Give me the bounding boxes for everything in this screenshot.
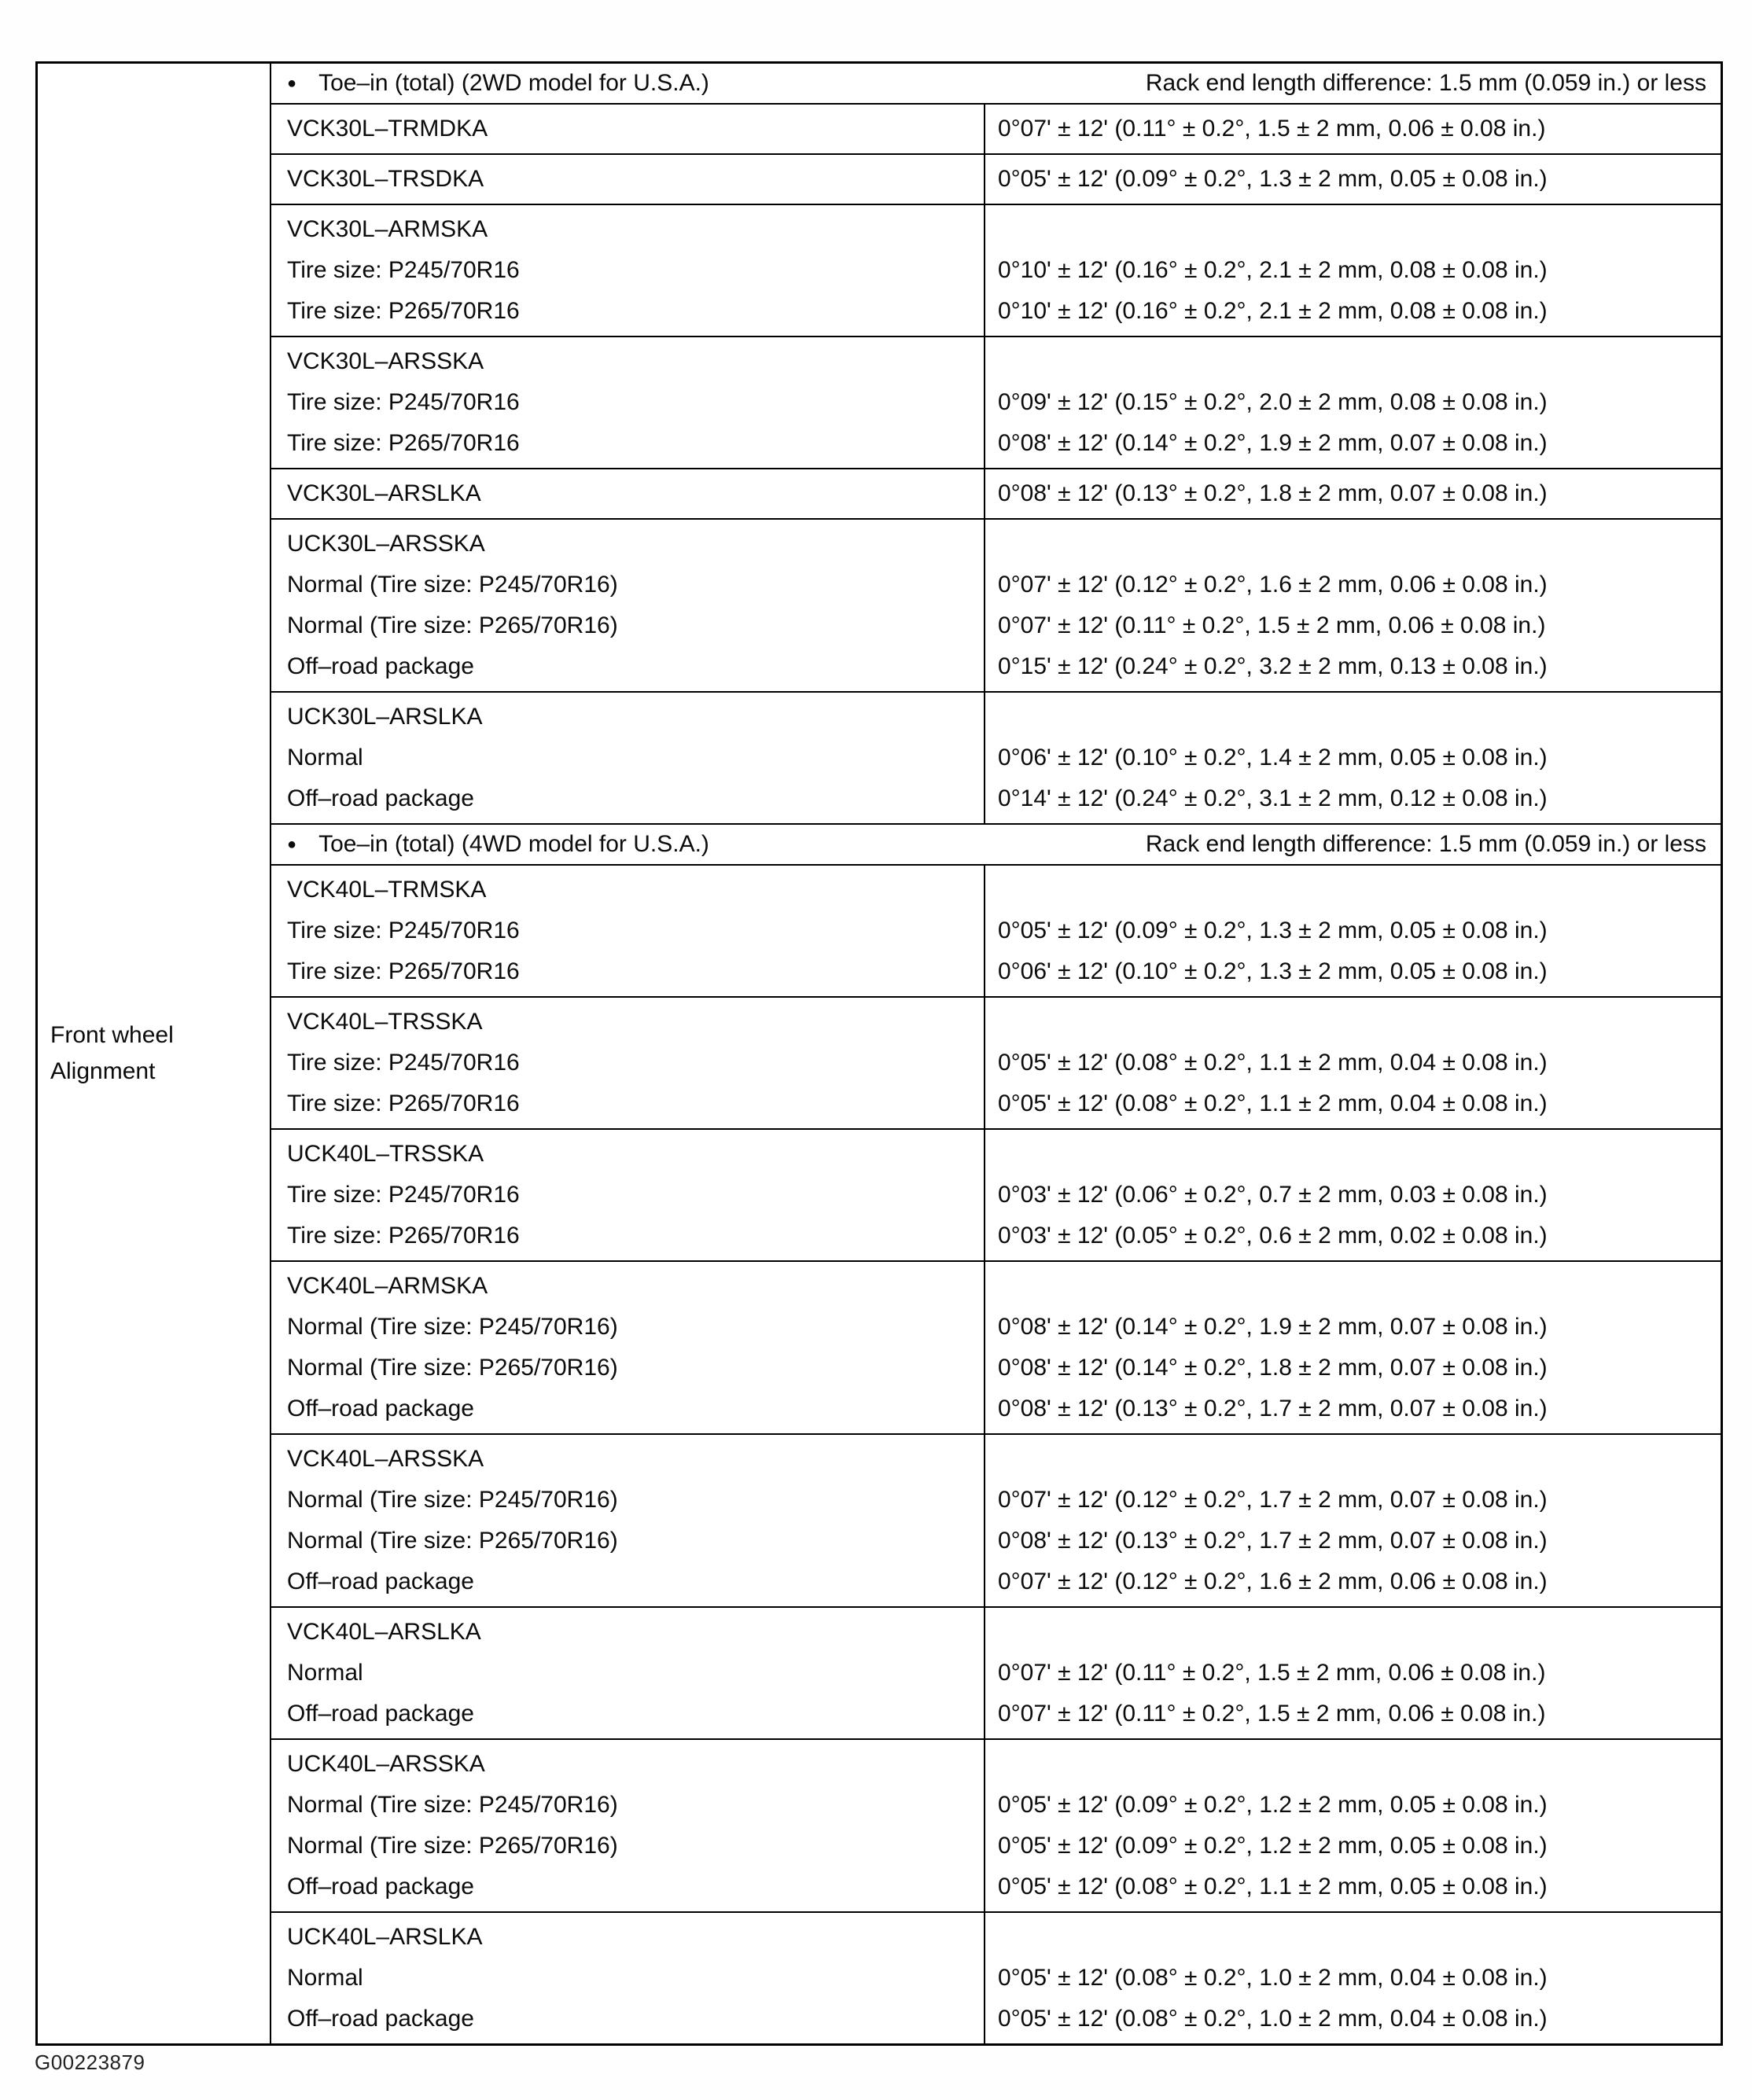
section-header xyxy=(271,64,1721,105)
model-cell xyxy=(271,866,985,996)
model-code: VCK30L–ARSSKA xyxy=(287,348,484,374)
value-cell xyxy=(985,205,1721,336)
model-cell xyxy=(271,693,985,823)
spec-value: 0°06' ± 12' (0.10° ± 0.2°, 1.3 ± 2 mm, 0.05 ± 0.08 in.) xyxy=(998,958,1548,984)
spec-value: 0°07' ± 12' (0.11° ± 0.2°, 1.5 ± 2 mm, 0.06 ± 0.08 in.) xyxy=(998,116,1546,142)
model-cell xyxy=(271,998,985,1128)
model-variant-label: Normal (Tire size: P265/70R16) xyxy=(287,1355,618,1381)
spec-value: 0°07' ± 12' (0.12° ± 0.2°, 1.6 ± 2 mm, 0.06 ± 0.08 in.) xyxy=(998,1569,1548,1594)
section-note: Rack end length difference: 1.5 mm (0.059 in.) or less xyxy=(1145,70,1706,96)
spec-value xyxy=(998,1612,1721,1653)
model-variant-label: Normal xyxy=(287,1965,363,1991)
model-variant-label: Normal xyxy=(287,1660,363,1686)
spec-value: 0°08' ± 12' (0.14° ± 0.2°, 1.9 ± 2 mm, 0.07 ± 0.08 in.) xyxy=(998,1314,1548,1340)
model-variant-label: Normal (Tire size: P245/70R16) xyxy=(287,1487,618,1513)
model-cell xyxy=(271,520,985,691)
spec-value: 0°07' ± 12' (0.12° ± 0.2°, 1.6 ± 2 mm, 0.06 ± 0.08 in.) xyxy=(998,572,1548,598)
model-cell xyxy=(271,1435,985,1606)
model-cell xyxy=(271,205,985,336)
spec-value: 0°08' ± 12' (0.14° ± 0.2°, 1.9 ± 2 mm, 0.07 ± 0.08 in.) xyxy=(998,430,1548,456)
spec-value: 0°08' ± 12' (0.13° ± 0.2°, 1.7 ± 2 mm, 0.07 ± 0.08 in.) xyxy=(998,1528,1548,1554)
spec-value: 0°07' ± 12' (0.11° ± 0.2°, 1.5 ± 2 mm, 0.06 ± 0.08 in.) xyxy=(998,612,1546,638)
table-row xyxy=(271,1435,1721,1608)
spec-value: 0°05' ± 12' (0.09° ± 0.2°, 1.3 ± 2 mm, 0.05 ± 0.08 in.) xyxy=(998,166,1548,192)
model-cell xyxy=(271,337,985,468)
model-cell xyxy=(271,1740,985,1911)
table-row xyxy=(271,155,1721,205)
value-cell xyxy=(985,520,1721,691)
spec-value: 0°05' ± 12' (0.08° ± 0.2°, 1.1 ± 2 mm, 0.04 ± 0.08 in.) xyxy=(998,1050,1548,1076)
spec-value xyxy=(998,1744,1721,1785)
value-cell xyxy=(985,1913,1721,2043)
value-cell xyxy=(985,469,1721,518)
figure-id: G00223879 xyxy=(35,2050,145,2074)
spec-value xyxy=(998,1266,1721,1307)
model-variant-label: Normal (Tire size: P265/70R16) xyxy=(287,1528,618,1554)
model-variant-label: Normal (Tire size: P265/70R16) xyxy=(287,612,618,638)
row-group-label-line2: Alignment xyxy=(50,1058,156,1084)
spec-value xyxy=(998,1439,1721,1480)
table-row xyxy=(271,1130,1721,1262)
model-variant-label: Tire size: P265/70R16 xyxy=(287,1090,520,1116)
model-code: VCK40L–ARSSKA xyxy=(287,1446,484,1472)
spec-value: 0°14' ± 12' (0.24° ± 0.2°, 3.1 ± 2 mm, 0.12 ± 0.08 in.) xyxy=(998,785,1548,811)
model-variant-label: Tire size: P245/70R16 xyxy=(287,918,520,943)
model-variant-label: Tire size: P265/70R16 xyxy=(287,298,520,324)
section-title-wrap xyxy=(287,831,709,858)
spec-value: 0°06' ± 12' (0.10° ± 0.2°, 1.4 ± 2 mm, 0.05 ± 0.08 in.) xyxy=(998,745,1548,770)
value-cell xyxy=(985,866,1721,996)
model-variant-label: Tire size: P245/70R16 xyxy=(287,389,520,415)
spec-value: 0°09' ± 12' (0.15° ± 0.2°, 2.0 ± 2 mm, 0.08 ± 0.08 in.) xyxy=(998,389,1548,415)
model-variant-label: Normal (Tire size: P265/70R16) xyxy=(287,1833,618,1859)
model-code: VCK40L–TRMSKA xyxy=(287,877,487,903)
model-code: UCK30L–ARSSKA xyxy=(287,531,485,557)
table-row xyxy=(271,1913,1721,2043)
value-cell xyxy=(985,1262,1721,1433)
value-cell xyxy=(985,105,1721,153)
model-code: UCK40L–ARSLKA xyxy=(287,1924,483,1950)
table-row xyxy=(271,1740,1721,1913)
model-variant-label: Tire size: P245/70R16 xyxy=(287,257,520,283)
model-variant-label: Off–road package xyxy=(287,1396,474,1421)
sections-container xyxy=(271,64,1721,2043)
spec-value: 0°05' ± 12' (0.08° ± 0.2°, 1.0 ± 2 mm, 0.04 ± 0.08 in.) xyxy=(998,1965,1548,1991)
model-variant-label: Tire size: P265/70R16 xyxy=(287,430,520,456)
model-cell xyxy=(271,155,985,204)
value-cell xyxy=(985,1740,1721,1911)
table-row xyxy=(271,469,1721,520)
model-cell xyxy=(271,105,985,153)
model-variant-label: Normal xyxy=(287,745,363,770)
spec-value: 0°05' ± 12' (0.09° ± 0.2°, 1.2 ± 2 mm, 0.05 ± 0.08 in.) xyxy=(998,1792,1548,1818)
model-variant-label: Normal (Tire size: P245/70R16) xyxy=(287,572,618,598)
spec-value: 0°08' ± 12' (0.14° ± 0.2°, 1.8 ± 2 mm, 0.07 ± 0.08 in.) xyxy=(998,1355,1548,1381)
table-row xyxy=(271,693,1721,825)
spec-value: 0°05' ± 12' (0.08° ± 0.2°, 1.1 ± 2 mm, 0.04 ± 0.08 in.) xyxy=(998,1090,1548,1116)
row-group-label-line1: Front wheel xyxy=(50,1022,174,1048)
value-cell xyxy=(985,155,1721,204)
value-cell xyxy=(985,693,1721,823)
section-title: Toe–in (total) (2WD model for U.S.A.) xyxy=(318,70,709,96)
model-variant-label: Normal (Tire size: P245/70R16) xyxy=(287,1792,618,1818)
model-variant-label: Off–road package xyxy=(287,653,474,679)
spec-value: 0°05' ± 12' (0.09° ± 0.2°, 1.2 ± 2 mm, 0.05 ± 0.08 in.) xyxy=(998,1833,1548,1859)
model-cell xyxy=(271,1608,985,1738)
spec-value: 0°08' ± 12' (0.13° ± 0.2°, 1.7 ± 2 mm, 0.07 ± 0.08 in.) xyxy=(998,1396,1548,1421)
spec-value xyxy=(998,1917,1721,1958)
spec-value: 0°07' ± 12' (0.12° ± 0.2°, 1.7 ± 2 mm, 0.07 ± 0.08 in.) xyxy=(998,1487,1548,1513)
spec-value xyxy=(998,870,1721,910)
model-code: VCK30L–ARMSKA xyxy=(287,216,488,242)
table-row xyxy=(271,998,1721,1130)
model-code: VCK40L–ARMSKA xyxy=(287,1273,488,1299)
model-cell xyxy=(271,1130,985,1260)
model-variant-label: Tire size: P265/70R16 xyxy=(287,958,520,984)
value-cell xyxy=(985,998,1721,1128)
table-row xyxy=(271,205,1721,337)
spec-value: 0°03' ± 12' (0.05° ± 0.2°, 0.6 ± 2 mm, 0.02 ± 0.08 in.) xyxy=(998,1223,1548,1249)
spec-value xyxy=(998,524,1721,565)
section-title-wrap xyxy=(287,70,709,97)
model-variant-label: Tire size: P245/70R16 xyxy=(287,1182,520,1208)
spec-value: 0°05' ± 12' (0.08° ± 0.2°, 1.1 ± 2 mm, 0.05 ± 0.08 in.) xyxy=(998,1874,1548,1900)
model-code: VCK30L–TRMDKA xyxy=(287,116,488,142)
section-note: Rack end length difference: 1.5 mm (0.059 in.) or less xyxy=(1145,831,1706,857)
model-code: VCK40L–ARSLKA xyxy=(287,1619,481,1645)
value-cell xyxy=(985,337,1721,468)
model-variant-label: Off–road package xyxy=(287,2006,474,2032)
table-row xyxy=(271,1608,1721,1740)
spec-value xyxy=(998,209,1721,250)
model-variant-label: Off–road package xyxy=(287,785,474,811)
table-row xyxy=(271,866,1721,998)
spec-value: 0°10' ± 12' (0.16° ± 0.2°, 2.1 ± 2 mm, 0.08 ± 0.08 in.) xyxy=(998,298,1548,324)
spec-value xyxy=(998,1002,1721,1043)
value-cell xyxy=(985,1608,1721,1738)
table-row xyxy=(271,337,1721,469)
model-code: VCK30L–ARSLKA xyxy=(287,480,481,506)
spec-value: 0°05' ± 12' (0.08° ± 0.2°, 1.0 ± 2 mm, 0.04 ± 0.08 in.) xyxy=(998,2006,1548,2032)
model-variant-label: Off–road package xyxy=(287,1569,474,1594)
model-code: UCK40L–TRSSKA xyxy=(287,1141,484,1167)
bullet-icon: ● xyxy=(287,75,297,92)
model-code: UCK40L–ARSSKA xyxy=(287,1751,485,1777)
model-code: VCK30L–TRSDKA xyxy=(287,166,484,192)
row-group-label xyxy=(38,64,271,2043)
table-row xyxy=(271,1262,1721,1435)
spec-value xyxy=(998,341,1721,382)
model-cell xyxy=(271,1913,985,2043)
spec-value: 0°03' ± 12' (0.06° ± 0.2°, 0.7 ± 2 mm, 0.03 ± 0.08 in.) xyxy=(998,1182,1548,1208)
model-code: UCK30L–ARSLKA xyxy=(287,704,483,730)
model-cell xyxy=(271,469,985,518)
spec-value: 0°08' ± 12' (0.13° ± 0.2°, 1.8 ± 2 mm, 0.07 ± 0.08 in.) xyxy=(998,480,1548,506)
alignment-spec-table xyxy=(35,61,1723,2046)
section-title: Toe–in (total) (4WD model for U.S.A.) xyxy=(318,831,709,857)
model-variant-label: Off–road package xyxy=(287,1874,474,1900)
value-cell xyxy=(985,1435,1721,1606)
spec-value: 0°10' ± 12' (0.16° ± 0.2°, 2.1 ± 2 mm, 0.08 ± 0.08 in.) xyxy=(998,257,1548,283)
section-header xyxy=(271,825,1721,866)
model-variant-label: Normal (Tire size: P245/70R16) xyxy=(287,1314,618,1340)
table-row xyxy=(271,105,1721,155)
value-cell xyxy=(985,1130,1721,1260)
spec-value: 0°07' ± 12' (0.11° ± 0.2°, 1.5 ± 2 mm, 0.06 ± 0.08 in.) xyxy=(998,1701,1546,1727)
table-row xyxy=(271,520,1721,693)
spec-value xyxy=(998,697,1721,737)
spec-value: 0°15' ± 12' (0.24° ± 0.2°, 3.2 ± 2 mm, 0.13 ± 0.08 in.) xyxy=(998,653,1548,679)
bullet-icon: ● xyxy=(287,836,297,853)
model-variant-label: Off–road package xyxy=(287,1701,474,1727)
spec-value: 0°07' ± 12' (0.11° ± 0.2°, 1.5 ± 2 mm, 0.06 ± 0.08 in.) xyxy=(998,1660,1546,1686)
model-variant-label: Tire size: P245/70R16 xyxy=(287,1050,520,1076)
model-code: VCK40L–TRSSKA xyxy=(287,1009,483,1035)
spec-value: 0°05' ± 12' (0.09° ± 0.2°, 1.3 ± 2 mm, 0.05 ± 0.08 in.) xyxy=(998,918,1548,943)
model-variant-label: Tire size: P265/70R16 xyxy=(287,1223,520,1249)
spec-value xyxy=(998,1134,1721,1175)
model-cell xyxy=(271,1262,985,1433)
